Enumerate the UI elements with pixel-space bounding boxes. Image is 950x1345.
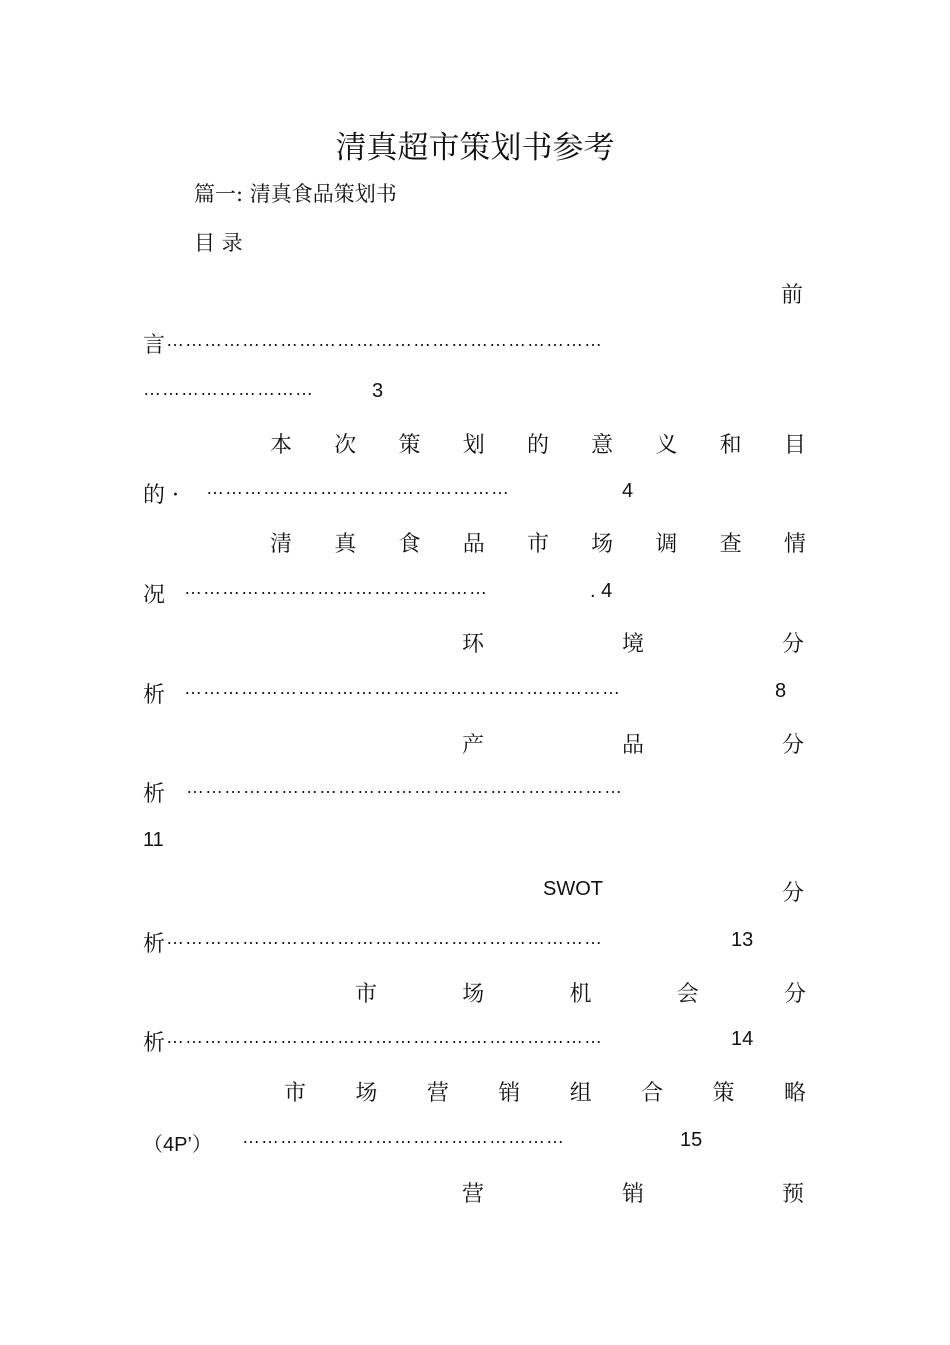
toc-entry-text: 境 (622, 632, 645, 657)
toc-leader-dots: ……………………… (143, 379, 314, 399)
toc-entry-text: 产 (462, 733, 485, 758)
toc-entry-text: 分 (782, 881, 805, 906)
toc-page-number: 11 (143, 829, 164, 851)
toc-entry-text: 环 (462, 632, 485, 657)
toc-leader-dots: …………………………………………………………… (186, 777, 623, 797)
toc-entry-text: 预 (782, 1182, 805, 1207)
toc-entry-lead: 析 (143, 1031, 166, 1056)
toc-page-number: 4 (622, 480, 634, 502)
toc-leader-dots: …………………………………………………………… (166, 1027, 603, 1047)
toc-page-number: 14 (731, 1028, 754, 1050)
toc-entry-text: 本 次 策 划 的 意 义 和 目 (270, 433, 806, 458)
toc-entry-text: 营 (462, 1182, 485, 1207)
toc-leader-dots: ………………………………………… (206, 478, 510, 498)
toc-entry-lead: 的 · (143, 483, 179, 508)
toc-leader-dots: …………………………………………………………… (166, 330, 603, 350)
toc-entry-text: 分 (782, 632, 805, 657)
toc-entry-text: 品 (622, 733, 645, 758)
toc-page-number: 15 (680, 1129, 703, 1151)
toc-leader-dots: …………………………………………………………… (166, 928, 603, 948)
toc-entry-lead: （4P’） (143, 1134, 212, 1156)
toc-page-number: 3 (372, 380, 384, 402)
toc-entry-text: 前 (781, 283, 804, 308)
chapter-heading: 篇一: 清真食品策划书 (194, 182, 397, 206)
toc-entry-text: SWOT (543, 878, 603, 900)
toc-entry-lead: 析 (143, 932, 166, 957)
toc-entry-lead: 况 (143, 583, 166, 608)
toc-leader-dots: ………………………………………… (184, 578, 488, 598)
toc-entry-lead: 析 (143, 683, 166, 708)
toc-entry-lead: 析 (143, 782, 166, 807)
toc-entry-text: 市 场 营 销 组 合 策 略 (284, 1081, 806, 1106)
toc-leader-dots: …………………………………………………………… (184, 678, 621, 698)
toc-page-number: . 4 (590, 580, 613, 602)
toc-entry-text: 销 (622, 1182, 645, 1207)
toc-entry-text: 市 场 机 会 分 (355, 982, 806, 1007)
document-title: 清真超市策划书参考 (335, 130, 615, 166)
toc-page-number: 8 (775, 680, 787, 702)
toc-leader-dots: …………………………………………… (242, 1127, 565, 1147)
toc-entry-text: 清 真 食 品 市 场 调 查 情 (270, 532, 806, 557)
toc-entry-lead: 言 (143, 333, 166, 358)
toc-entry-text: 分 (782, 733, 805, 758)
toc-page-number: 13 (731, 929, 754, 951)
toc-heading: 目 录 (194, 231, 243, 255)
